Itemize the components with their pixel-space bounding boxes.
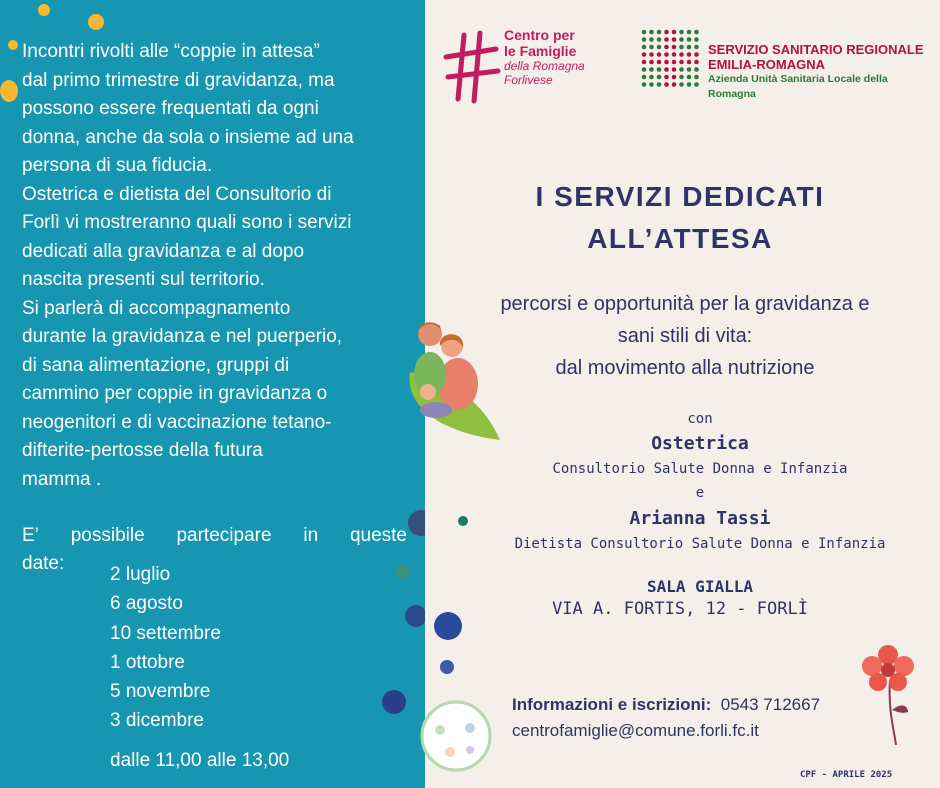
logo-grid-dot (679, 30, 684, 35)
venue-room: SALA GIALLA (647, 577, 753, 596)
logo-grid-dot (649, 37, 654, 42)
decorative-dot (382, 690, 406, 714)
logo-grid-dot (679, 60, 684, 65)
speaker1-role: Consultorio Salute Donna e Infanzia (552, 461, 848, 477)
page-title (440, 176, 920, 260)
logo-grid-dot (694, 52, 699, 57)
logo-grid-dot (687, 60, 692, 65)
dates-intro-word: in (303, 525, 319, 546)
logo-grid-dot (672, 82, 677, 87)
logo-grid-dot (664, 37, 669, 42)
logo-grid-dot (687, 67, 692, 72)
logo-grid-dot (642, 37, 647, 42)
flower-illustration (858, 640, 918, 750)
logo-grid-dot (687, 45, 692, 50)
logo-grid-dot (687, 75, 692, 80)
intro-line: durante la gravidanza e nel puerperio, (22, 326, 343, 347)
logo-grid-dot (664, 75, 669, 80)
logo-grid-dot (694, 60, 699, 65)
logo-grid-dot (664, 82, 669, 87)
logo-grid-dot (672, 37, 677, 42)
logo-grid-dot (642, 30, 647, 35)
logo-grid-dot (687, 37, 692, 42)
logo-grid-dot (679, 75, 684, 80)
intro-line: Forlì vi mostreranno quali sono i servizi (22, 212, 352, 233)
logo-grid-dot (664, 52, 669, 57)
title-line: I SERVIZI DEDICATI (535, 181, 825, 212)
dates-intro-word: queste (349, 525, 407, 546)
dates-intro-line2: date: (22, 553, 65, 574)
hours-text: dalle 11,00 alle 13,00 (110, 750, 290, 771)
decorative-dot (88, 14, 104, 30)
badge-logo (420, 700, 492, 772)
info-email[interactable]: centrofamiglie@comune.forli.fc.it (512, 721, 759, 740)
logo-grid-dot (687, 52, 692, 57)
info-label: Informazioni e iscrizioni (512, 695, 706, 714)
logo-grid-dot (694, 37, 699, 42)
dates-intro-word: possibile (70, 525, 145, 546)
logo-grid-dot (664, 60, 669, 65)
centro-line3: della Romagna (504, 59, 585, 73)
date-item: 10 settembre (110, 622, 221, 644)
logo-grid-dot (679, 82, 684, 87)
logo-grid-dot (694, 30, 699, 35)
subtitle-line: dal movimento alla nutrizione (555, 357, 815, 379)
logo-grid-dot (672, 67, 677, 72)
decorative-dot (405, 605, 427, 627)
centro-line1: Centro per (504, 27, 575, 43)
logo-grid-dot (657, 52, 662, 57)
centro-famiglie-logo (442, 25, 612, 105)
logo-grid-dot (649, 60, 654, 65)
and-label: e (695, 485, 705, 501)
date-item: 6 agosto (110, 593, 183, 615)
logo-grid-dot (694, 75, 699, 80)
logo-grid-dot (672, 52, 677, 57)
venue-address: VIA A. FORTIS, 12 - FORLÌ (552, 599, 808, 619)
logo-grid-dot (672, 60, 677, 65)
logo-grid-dot (657, 67, 662, 72)
intro-line: donna, anche da sola o insieme ad una (22, 126, 354, 148)
logo-grid-dot (657, 60, 662, 65)
logo-grid-dot (687, 82, 692, 87)
intro-line: di sana alimentazione, gruppi di (22, 354, 290, 376)
intro-line: cammino per coppie in gravidanza o (22, 383, 328, 404)
decorative-dot (0, 80, 18, 102)
ssr-line3: Azienda Unità Sanitaria Locale della Romagna (708, 73, 888, 100)
logo-grid-dot (679, 67, 684, 72)
logo-grid-dot (649, 67, 654, 72)
dot-grid-logo-icon (640, 28, 702, 90)
logo-grid-dot (657, 45, 662, 50)
subtitle-line: sani stili di vita: (617, 325, 753, 347)
centro-line2: le Famiglie (504, 43, 577, 59)
decorative-dot (434, 612, 462, 640)
speaker2-name: Arianna Tassi (629, 508, 771, 529)
logo-grid-dot (679, 37, 684, 42)
logo-grid-dot (657, 30, 662, 35)
logo-grid-dot (642, 75, 647, 80)
intro-line: Ostetrica e dietista del Consultorio di (22, 183, 332, 205)
logo-grid-dot (649, 30, 654, 35)
intro-line: Incontri rivolti alle “coppie in attesa” (22, 41, 320, 62)
intro-line: persona di sua fiducia. (22, 155, 213, 176)
intro-line: dedicati alla gravidanza e al dopo (22, 240, 305, 262)
subtitle (420, 288, 940, 384)
intro-line: mamma . (22, 468, 102, 490)
speaker2-role: Dietista Consultorio Salute Donna e Infanzia (514, 536, 886, 552)
logo-grid-dot (694, 45, 699, 50)
logo-grid-dot (642, 82, 647, 87)
logo-grid-dot (679, 45, 684, 50)
decorative-dot (440, 660, 454, 674)
date-item: 3 dicembre (110, 710, 204, 732)
logo-grid-dot (664, 30, 669, 35)
logo-grid-dot (694, 82, 699, 87)
logo-grid-dot (679, 52, 684, 57)
date-item: 5 novembre (110, 681, 211, 703)
dates-intro-word: E’ (22, 525, 39, 546)
ssr-line2: EMILIA-ROMAGNA (708, 57, 825, 72)
logo-grid-dot (649, 45, 654, 50)
subtitle-line: percorsi e opportunità per la gravidanza e (500, 293, 870, 315)
decorative-dot (458, 516, 468, 526)
info-block: Informazioni e iscrizioni: 0543 712667 centrofamiglie@comune.forli.fc.it (512, 692, 820, 744)
logo-grid-dot (664, 67, 669, 72)
centro-line4: Forlivese (504, 73, 553, 87)
logo-grid-dot (664, 45, 669, 50)
logo-grid-dot (642, 60, 647, 65)
speaker1-name: Ostetrica (651, 433, 749, 454)
decorative-dot (8, 40, 18, 50)
logo-grid-dot (672, 45, 677, 50)
dates-intro-word: partecipare (176, 525, 272, 546)
intro-line: dal primo trimestre di gravidanza, ma (22, 69, 335, 91)
logo-grid-dot (672, 30, 677, 35)
intro-line: nascita presenti sul territorio. (22, 269, 265, 290)
logo-grid-dot (672, 75, 677, 80)
logo-grid-dot (657, 75, 662, 80)
decorative-dot (38, 4, 50, 16)
ssr-line1: SERVIZIO SANITARIO REGIONALE (708, 42, 924, 57)
intro-paragraph (22, 38, 407, 494)
logo-grid-dot (642, 45, 647, 50)
intro-line: Si parlerà di accompagnamento (22, 297, 291, 319)
info-phone[interactable]: 0543 712667 (720, 695, 821, 714)
intro-line: difterite-pertosse della futura (22, 440, 263, 461)
logo-grid-dot (649, 52, 654, 57)
dates-list (110, 560, 221, 736)
logo-grid-dot (657, 37, 662, 42)
logo-grid-dot (694, 67, 699, 72)
left-panel (0, 0, 425, 788)
hash-logo-icon (442, 27, 502, 105)
con-label: con (687, 411, 713, 427)
logo-grid-dot (642, 52, 647, 57)
logo-grid-dot (649, 82, 654, 87)
logo-grid-dot (649, 75, 654, 80)
logo-grid-dot (642, 67, 647, 72)
intro-line: neogenitori e di vaccinazione tetano- (22, 411, 332, 433)
title-line: ALL’ATTESA (587, 223, 773, 254)
logo-grid-dot (687, 30, 692, 35)
date-item: 1 ottobre (110, 651, 185, 673)
logo-grid-dot (657, 82, 662, 87)
ssr-logo (640, 28, 930, 98)
date-item: 2 luglio (110, 564, 171, 585)
footer-credit: CPF - APRILE 2025 (800, 770, 893, 780)
intro-line: possono essere frequentati da ogni (22, 98, 319, 119)
